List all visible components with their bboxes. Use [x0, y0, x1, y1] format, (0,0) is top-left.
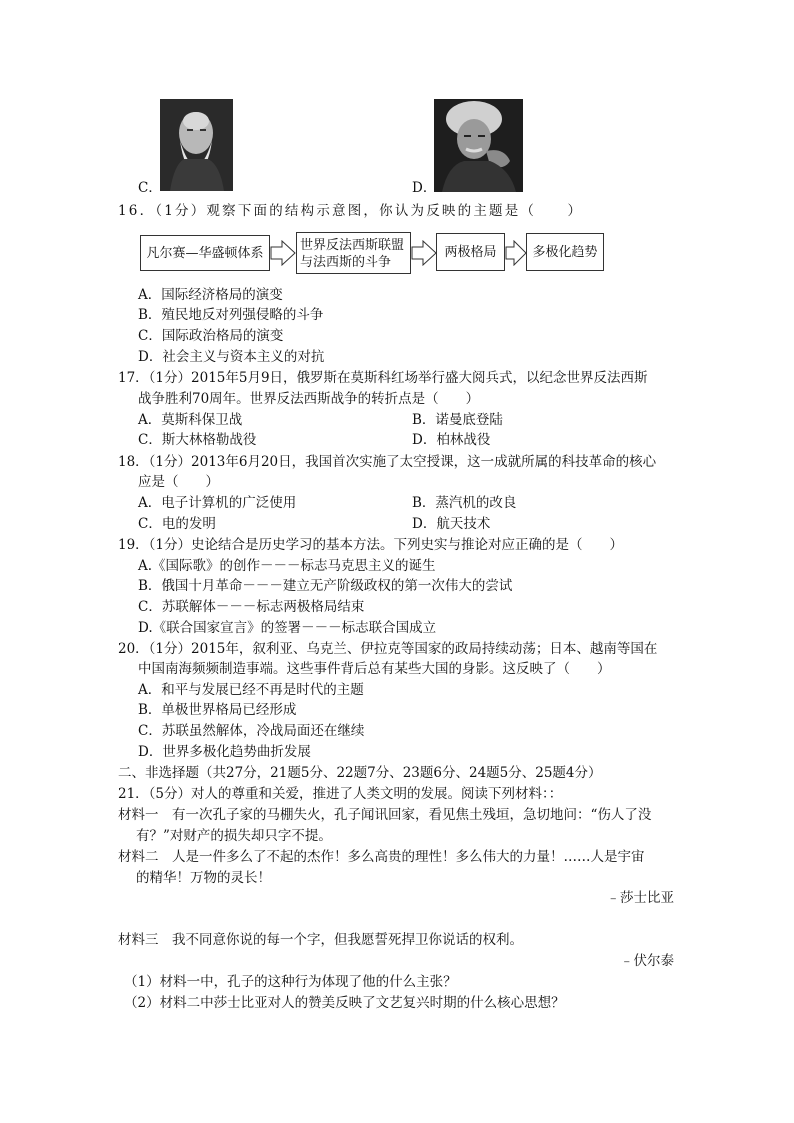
q21-material3-source: ﹣伏尔泰 — [620, 953, 674, 969]
q20-option-a: A．和平与发展已经不再是时代的主题 — [138, 682, 364, 698]
flow-box-4-text: 多极化趋势 — [532, 244, 598, 260]
option-c-label: C． — [138, 180, 162, 196]
flow-box-4 — [526, 233, 604, 271]
q20-option-b: B．单极世界格局已经形成 — [138, 702, 297, 718]
q18-option-d: D．航天技术 — [412, 516, 491, 532]
flow-arrow-2 — [411, 240, 437, 266]
flow-box-3 — [436, 233, 505, 271]
q19-option-d: D.《联合国家宣言》的签署－－－标志联合国成立 — [138, 620, 437, 636]
q20-stem-line1: 20．（1分）2015年，叙利亚、乌克兰、伊拉克等国家的政局持续动荡；日本、越南等国在 — [118, 641, 658, 657]
flow-box-2-line2: 与法西斯的斗争 — [300, 255, 392, 270]
flow-box-3-text: 两极格局 — [444, 244, 497, 260]
q19-option-b: B．俄国十月革命－－－建立无产阶级政权的第一次伟大的尝试 — [138, 578, 513, 594]
q17-stem-line2: 战争胜利70周年。世界反法西斯战争的转折点是（ ） — [138, 391, 480, 407]
flow-arrow-3 — [505, 240, 527, 266]
q19-stem: 19．（1分）史论结合是历史学习的基本方法。下列史实与推论对应正确的是（ ） — [118, 537, 624, 553]
flow-box-1 — [140, 235, 270, 271]
q18-option-b: B．蒸汽机的改良 — [412, 495, 517, 511]
q19-option-a: A.《国际歌》的创作－－－标志马克思主义的诞生 — [138, 558, 436, 574]
flow-box-1-text: 凡尔赛—华盛顿体系 — [146, 245, 264, 261]
q18-option-a: A．电子计算机的广泛使用 — [138, 495, 297, 511]
portrait-photo-d — [434, 99, 523, 192]
q16-option-c: C．国际政治格局的演变 — [138, 328, 284, 344]
flow-box-2-line1: 世界反法西斯联盟 — [300, 238, 405, 253]
q21-material1-line2: 有？”对财产的损失却只字不提。 — [136, 828, 332, 844]
q21-material2-source: ﹣莎士比亚 — [606, 890, 674, 906]
q17-option-c: C．斯大林格勒战役 — [138, 432, 257, 448]
option-d-label: D． — [412, 180, 437, 196]
q18-option-c: C．电的发明 — [138, 516, 216, 532]
q20-option-d: D．世界多极化趋势曲折发展 — [138, 744, 311, 760]
q17-stem-line1: 17．（1分）2015年5月9日，俄罗斯在莫斯科红场举行盛大阅兵式，以纪念世界反法西斯 — [118, 370, 648, 386]
q16-option-d: D．社会主义与资本主义的对抗 — [138, 349, 325, 365]
q16-option-b: B．殖民地反对列强侵略的斗争 — [138, 307, 324, 323]
q21-material1-line1: 材料一 有一次孔子家的马棚失火，孔子闻讯回家，看见焦土残垣，急切地问：“伤人了没 — [118, 807, 652, 823]
q17-option-a: A．莫斯科保卫战 — [138, 412, 243, 428]
flow-box-2 — [296, 232, 411, 274]
q21-stem: 21．（5分）对人的尊重和关爱，推进了人类文明的发展。阅读下列材料：： — [118, 786, 563, 802]
q17-option-d: D．柏林战役 — [412, 432, 491, 448]
q16-stem: 16．（1分）观察下面的结构示意图，你认为反映的主题是（ ） — [118, 203, 584, 219]
flow-arrow-1 — [270, 240, 296, 266]
portrait-photo-c — [160, 99, 233, 191]
q21-material3-line1: 材料三 我不同意你说的每一个字，但我愿誓死捍卫你说话的权利。 — [118, 932, 523, 948]
q20-stem-line2: 中国南海频频制造事端。这些事件背后总有某些大国的身影。这反映了（ ） — [138, 661, 611, 677]
q17-option-b: B．诺曼底登陆 — [412, 412, 503, 428]
q20-option-c: C．苏联虽然解体，冷战局面还在继续 — [138, 723, 365, 739]
q19-option-c: C．苏联解体－－－标志两极格局结束 — [138, 599, 365, 615]
q21-sub-question-1: （1）材料一中，孔子的这种行为体现了他的什么主张？ — [124, 974, 457, 990]
q18-stem-line2: 应是（ ） — [138, 474, 219, 490]
q21-sub-question-2: （2）材料二中莎士比亚对人的赞美反映了文艺复兴时期的什么核心思想？ — [124, 995, 565, 1011]
q18-stem-line1: 18．（1分）2013年6月20日，我国首次实施了太空授课，这一成就所属的科技革命的核心 — [118, 454, 657, 470]
q16-option-a: A．国际经济格局的演变 — [138, 287, 283, 303]
section-heading: 二、非选择题（共27分，21题5分、22题7分、23题6分、24题5分、25题4分） — [118, 765, 602, 781]
q21-material2-line1: 材料二 人是一件多么了不起的杰作！多么高贵的理性！多么伟大的力量！……人是宇宙 — [118, 849, 645, 865]
q21-material2-line2: 的精华！万物的灵长！ — [136, 870, 271, 886]
